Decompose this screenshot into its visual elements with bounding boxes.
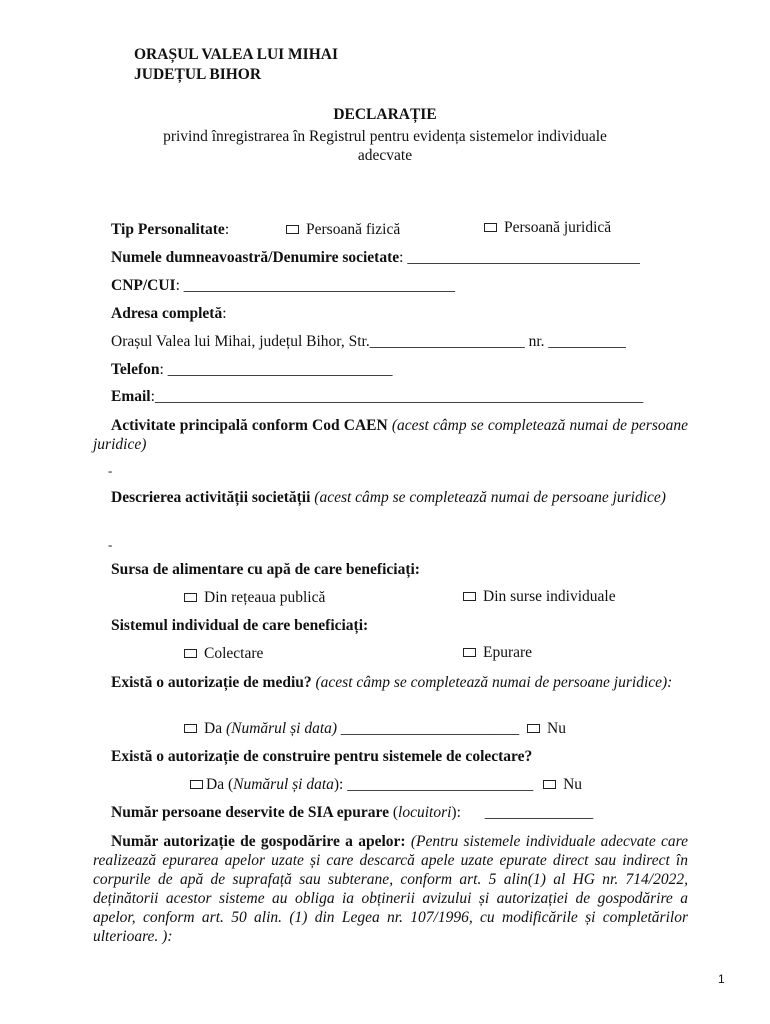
cnp-label: CNP/CUI [111,277,176,294]
email-field[interactable]: _______________________________________________________________ [154,388,644,405]
adresa-label: Adresa completă [111,305,223,322]
descriere-label: Descrierea activității societății [111,489,311,506]
telefon-row: Telefon: _____________________________ [111,361,393,378]
sursa-label: Sursa de alimentare cu apă de care beneficiați: [111,561,420,578]
autorizatie-construire-row: Da (Numărul și data): ________________________ Nu [190,776,582,794]
email-label: Email [111,388,151,405]
autorizatie-mediu-nu-checkbox[interactable] [527,724,540,733]
county-heading: JUDEȚUL BIHOR [134,66,262,83]
surse-individuale-label: Din surse individuale [483,588,616,605]
autorizatie-mediu-field[interactable]: _______________________ [340,720,520,737]
tip-personalitate-label: Tip Personalitate [111,221,225,238]
adresa-field[interactable]: Orașul Valea lui Mihai, județul Bihor, Str.____________________ nr. __________ [111,333,626,350]
descriere-note: (acest câmp se completează numai de persoane juridice) [314,489,666,506]
autorizatie-mediu-nu-label: Nu [547,720,566,737]
cnp-field[interactable]: ___________________________________ [183,277,456,294]
persoana-juridica-option[interactable] [484,219,611,237]
autorizatie-mediu-row [184,720,566,738]
reteaua-publica-checkbox[interactable] [184,593,197,602]
numele-label: Numele dumneavoastră/Denumire societate [111,249,400,266]
reteaua-publica-label: Din rețeaua publică [204,589,326,606]
surse-individuale-checkbox[interactable] [463,592,476,601]
numele-field[interactable]: ______________________________ [407,249,640,266]
persoana-juridica-label: Persoană juridică [504,219,612,236]
autorizatie-construire-da-checkbox[interactable] [190,780,203,789]
caen-field[interactable]: - [108,463,113,478]
persoana-fizica-option[interactable] [286,221,400,239]
autorizatie-construire-field[interactable]: ________________________ [347,776,534,793]
telefon-label: Telefon [111,361,160,378]
numele-row: Numele dumneavoastră/Denumire societate: ______________________________ [111,249,640,266]
colectare-option[interactable] [184,645,263,663]
surse-individuale-option[interactable] [463,588,616,606]
document-subtitle-line2: adecvate [357,147,413,164]
cnp-row: CNP/CUI: ___________________________________ [111,277,456,294]
document-subtitle-line1: privind înregistrarea în Registrul pentru evidența sistemelor individuale [163,128,607,145]
gospodarire-paragraph [93,832,688,946]
autorizatie-construire-da-note: Numărul și data [233,776,334,793]
caen-paragraph [93,416,688,454]
persoana-fizica-checkbox[interactable] [286,225,299,234]
descriere-paragraph [93,488,688,507]
tip-personalitate-row: Tip Personalitate: [111,221,230,238]
persoana-fizica-label: Persoană fizică [306,221,401,238]
autorizatie-mediu-da-label: Da [204,720,223,737]
caen-label: Activitate principală conform Cod CAEN [111,417,388,434]
gospodarire-note: (Pentru sistemele individuale adecvate care realizează epurarea apelor uzate și care descarcă apele uzate epurate direct sau indirect în corpurile de apă de suprafață sau subterane, conform art. 5 alin(1) al HG nr. 714/2022, deținătorii acestor sisteme au obliga ia obținerii avizului și autorizației de gospodărire a apelor, conform art. 50 alin. (1) din Legea nr. 107/1996, cu modificările și completărilor ulterioare. ): [93,833,689,945]
gospodarire-label: Număr autorizație de gospodărire a apelor: [111,833,406,850]
telefon-field[interactable]: _____________________________ [167,361,393,378]
city-heading: ORAȘUL VALEA LUI MIHAI [134,46,338,63]
autorizatie-construire-nu-checkbox[interactable] [543,780,556,789]
autorizatie-mediu-label: Există o autorizație de mediu? [111,674,312,691]
persoane-unit: locuitori [398,804,452,821]
autorizatie-mediu-paragraph [93,673,688,692]
descriere-field[interactable]: - [108,537,113,552]
autorizatie-construire-label: Există o autorizație de construire pentru sistemele de colectare? [111,748,533,765]
reteaua-publica-option[interactable] [184,589,325,607]
persoane-field[interactable]: ______________ [484,804,594,821]
autorizatie-construire-da-label: Da [206,776,225,793]
email-row: Email:_______________________________________________________________ [111,388,644,405]
persoane-row: Număr persoane deservite de SIA epurare (locuitori): ______________ [111,804,594,821]
autorizatie-mediu-da-note: (Numărul și data) [225,720,338,737]
persoane-label: Număr persoane deservite de SIA epurare [111,804,389,821]
autorizatie-construire-nu-label: Nu [563,776,583,793]
colectare-label: Colectare [204,645,264,662]
sistem-label: Sistemul individual de care beneficiați: [111,617,369,634]
persoana-juridica-checkbox[interactable] [484,223,497,232]
autorizatie-mediu-da-checkbox[interactable] [184,724,197,733]
page-number: 1 [718,972,725,986]
epurare-label: Epurare [483,644,533,661]
adresa-row: Adresa completă: [111,305,227,322]
epurare-option[interactable] [463,644,532,662]
autorizatie-mediu-note: (acest câmp se completează numai de persoane juridice): [315,674,673,691]
colectare-checkbox[interactable] [184,649,197,658]
document-title: DECLARAȚIE [333,106,437,123]
caen-note: (acest câmp se completează numai de persoane juridice) [93,417,689,453]
epurare-checkbox[interactable] [463,648,476,657]
